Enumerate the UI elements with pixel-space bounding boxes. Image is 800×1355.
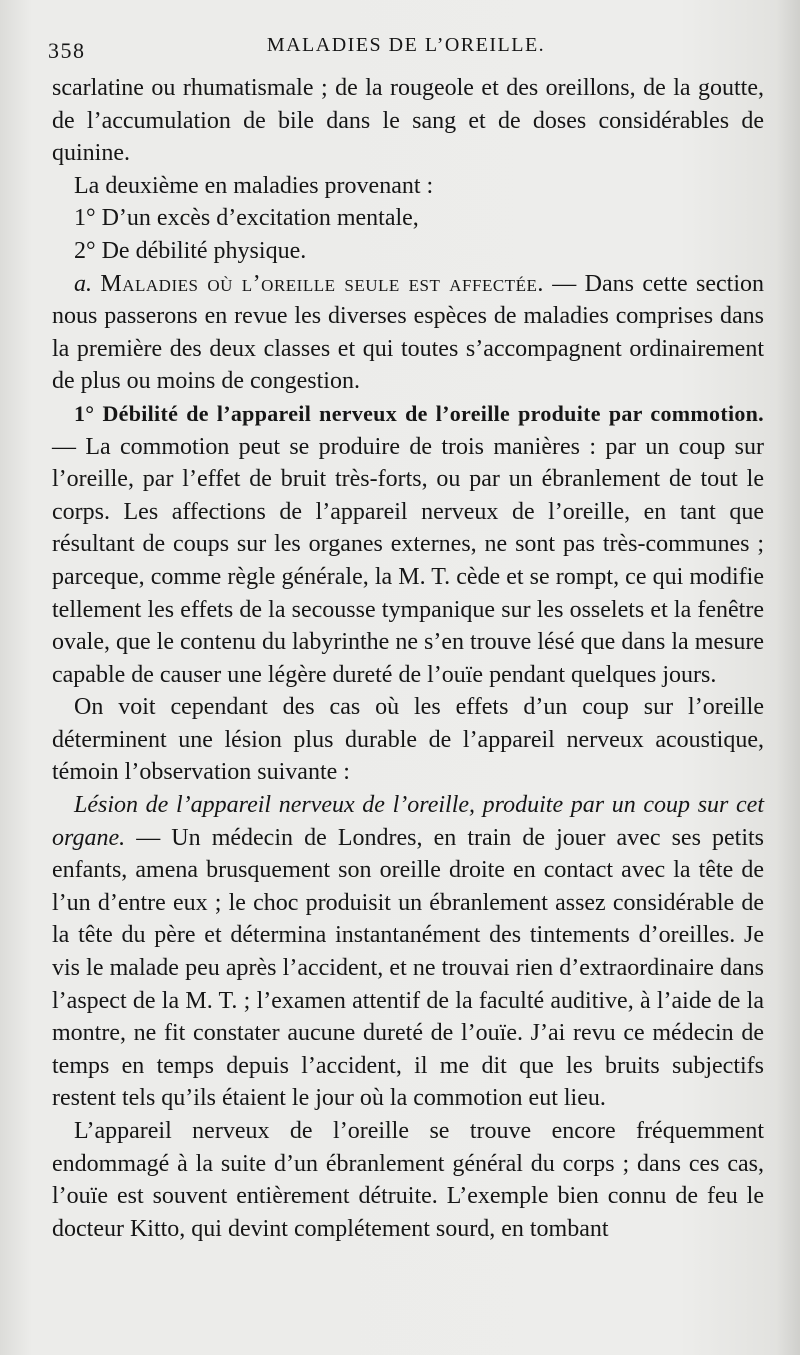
section-text: — Dans cette section nous passerons en revue les diverses espèces de maladies comprises dans la première des deux classes et qui toutes s’accompagnent ordinairement de plus ou moins de congestion. bbox=[52, 270, 765, 395]
observation-heading: Lésion de l’appareil nerveux de l’oreille, produite par un coup sur cet organe. bbox=[52, 792, 764, 851]
subsection-commotion bbox=[52, 398, 764, 691]
section-label: a. bbox=[74, 270, 92, 297]
paragraph-durable-lesion: On voit cependant des cas où les effets d’un coup sur l’oreille déterminent une lésion plus durable de l’appareil nerveux acoustique, témoin l’observation suivante : bbox=[52, 694, 764, 786]
section-heading: Maladies où l’oreille seule est affectée. bbox=[100, 270, 544, 297]
list-item-mental-excitation: 1° D’un excès d’excitation mentale, bbox=[74, 205, 419, 232]
page-number: 358 bbox=[48, 38, 86, 63]
observation-case bbox=[52, 789, 764, 1115]
page-header bbox=[48, 30, 764, 64]
subsection-text: — La commotion peut se produire de trois manières : par un coup sur l’oreille, par l’effet de bruit très-forts, ou par un ébranlement de tout le corps. Les affections de l’appareil nerveux de l’oreille, en tant que résultant de coups sur les organes externes, ne sont pas très-communes ; parceque, comme règle générale, la M. T. cède et se rompt, ce qui modifie tellement les effets de la secousse tympanique sur les osselets et la fenêtre ovale, que le contenu du labyrinthe ne s’en trouve lésé que dans la mesure capable de causer une légère dureté de l’ouïe pendant quelques jours. bbox=[52, 433, 764, 688]
paragraph-continuation: scarlatine ou rhumatismale ; de la rougeole et des oreillons, de la goutte, de l’accumulation de bile dans le sang et de doses considérables de quinine. bbox=[52, 75, 764, 167]
page-body bbox=[52, 72, 764, 1245]
paragraph-second-class: La deuxième en maladies provenant : bbox=[74, 172, 434, 199]
section-ear-only bbox=[52, 268, 764, 398]
running-title: MALADIES DE L’OREILLE. bbox=[266, 34, 546, 56]
paragraph-general-shock: L’appareil nerveux de l’oreille se trouve encore fréquemment endommagé à la suite d’un ébranlement général du corps ; dans ces cas, l’ouïe est souvent entièrement détruite. L’exemple bien connu de feu le docteur Kitto, qui devint complétement sourd, en tombant bbox=[52, 1118, 764, 1242]
subsection-heading: 1° Débilité de l’appareil nerveux de l’oreille produite par commotion. bbox=[74, 400, 764, 426]
observation-text: — Un médecin de Londres, en train de jouer avec ses petits enfants, amena brusquement son oreille droite en contact avec la tête de l’un d’entre eux ; le choc produisit un ébranlement assez considérable de la tête du père et détermina instantanément des tintements d’oreilles. Je vis le malade peu après l’accident, et ne trouvai rien d’extraordinaire dans l’aspect de la M. T. ; l’examen attentif de la faculté auditive, à l’aide de la montre, ne fit constater aucune dureté de l’ouïe. J’ai revu ce médecin de temps en temps depuis l’accident, il me dit que les bruits subjectifs restent tels qu’ils étaient le jour où la commotion eut lieu. bbox=[52, 824, 764, 1112]
list-item-physical-debility: 2° De débilité physique. bbox=[74, 237, 307, 264]
